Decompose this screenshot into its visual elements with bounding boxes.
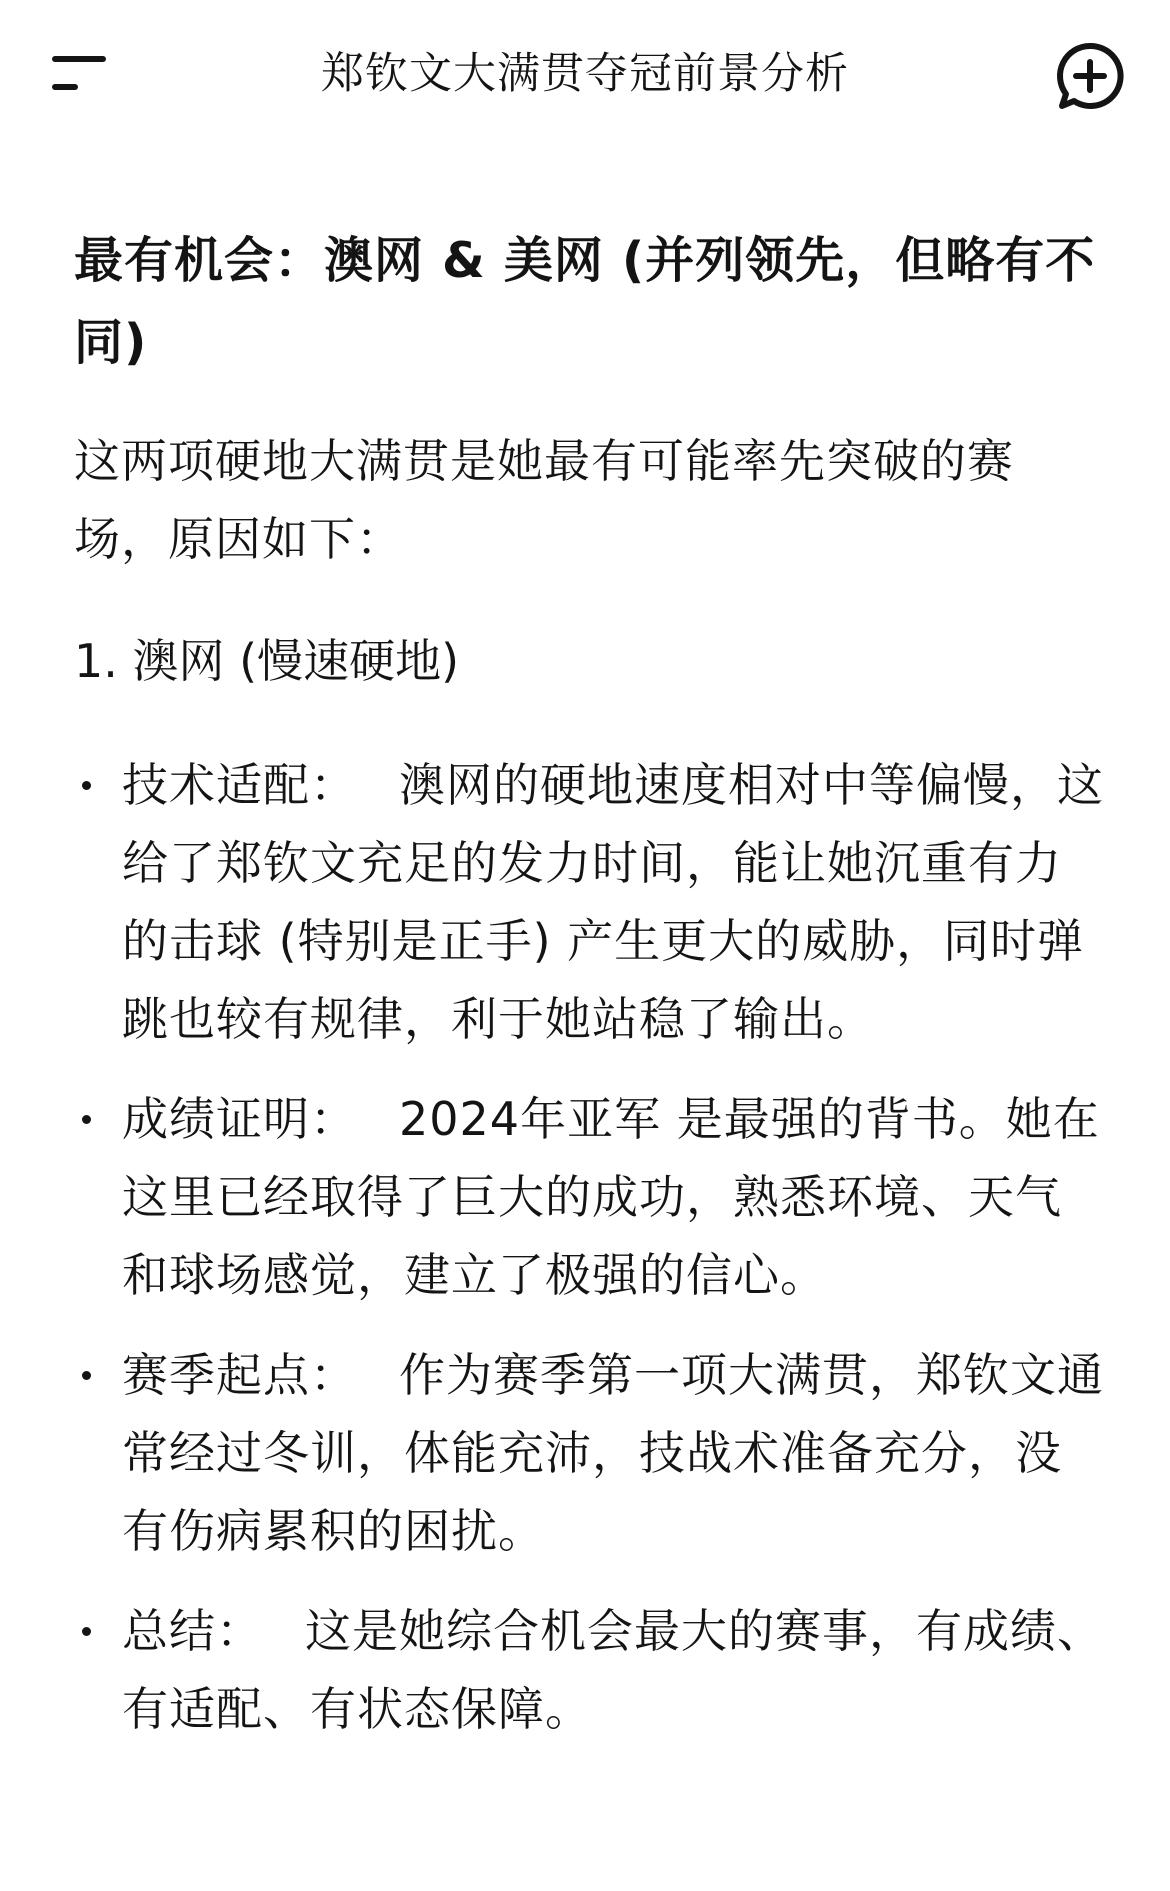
bullet-dot — [82, 1371, 91, 1380]
bullet-label: 赛季起点： — [122, 1348, 357, 1402]
new-chat-plus-icon — [1052, 38, 1128, 114]
bullet-item — [74, 746, 1104, 1058]
bullet-text: 是最强的背书。她在这里已经取得了巨大的成功，熟悉环境、天气和球场感觉，建立了极强的信心。 — [122, 1092, 1100, 1302]
bullet-emphasis: 2024年亚军 — [399, 1092, 662, 1146]
bullet-dot — [82, 1115, 91, 1124]
menu-button[interactable] — [44, 46, 116, 98]
bullet-label: 总结： — [122, 1604, 263, 1658]
bullet-label: 技术适配： — [122, 758, 357, 812]
message-content — [74, 220, 1104, 1770]
bullet-text: 澳网的硬地速度相对中等偏慢，这给了郑钦文充足的发力时间，能让她沉重有力的击球 (特别是正手) 产生更大的威胁，同时弹跳也较有规律，利于她站稳了输出。 — [122, 758, 1104, 1046]
bullet-dot — [82, 781, 91, 790]
intro-paragraph: 这两项硬地大满贯是她最有可能率先突破的赛场，原因如下： — [74, 434, 1014, 566]
bullet-item — [74, 1080, 1104, 1314]
bullet-list — [74, 746, 1104, 1748]
bullet-item — [74, 1336, 1104, 1570]
section-heading: 最有机会：澳网 & 美网 (并列领先，但略有不同) — [74, 232, 1096, 371]
new-chat-button[interactable] — [1052, 38, 1128, 114]
bullet-label: 成绩证明： — [122, 1092, 357, 1146]
bullet-item — [74, 1592, 1104, 1748]
subheading-australian-open: 1. 澳网 (慢速硬地) — [74, 634, 460, 688]
bullet-dot — [82, 1627, 91, 1636]
page-title: 郑钦文大满贯夺冠前景分析 — [321, 49, 849, 99]
top-bar — [0, 0, 1170, 150]
bullet-text: 作为赛季第一项大满贯，郑钦文通常经过冬训，体能充沛，技战术准备充分，没有伤病累积的困扰。 — [122, 1348, 1104, 1558]
bullet-text: 这是她综合机会最大的赛事，有成绩、有适配、有状态保障。 — [122, 1604, 1104, 1736]
